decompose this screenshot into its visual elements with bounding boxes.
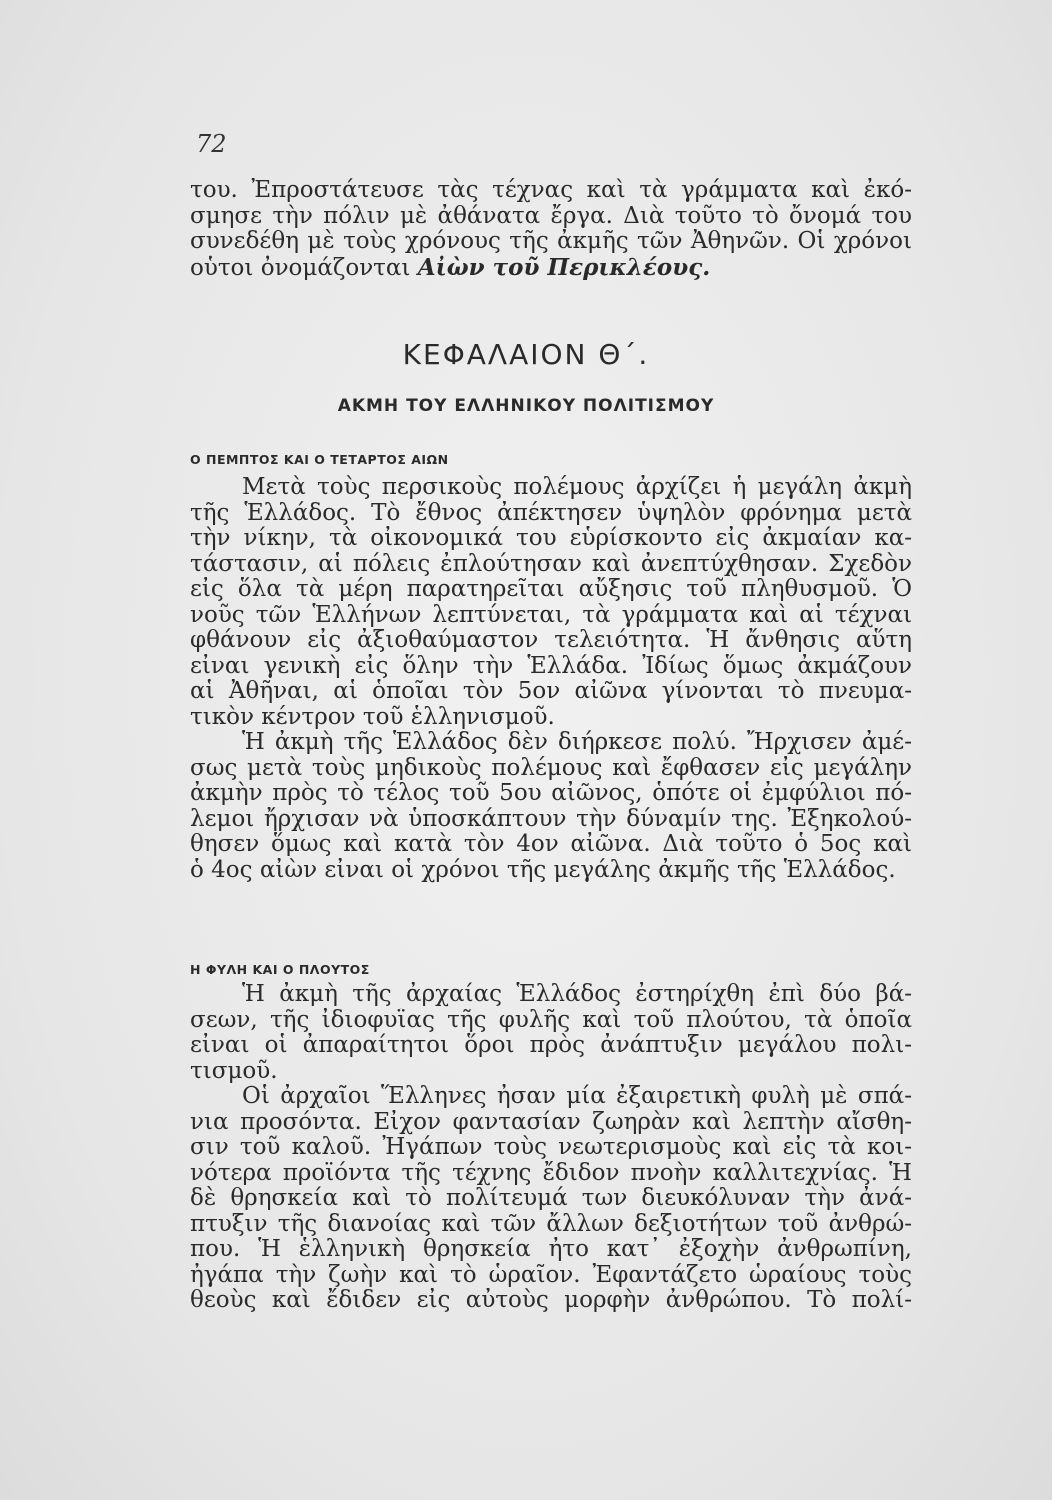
page-number: 72 [196, 130, 227, 158]
text-line: θησεν ὅμως καὶ κατὰ τὸν 4ον αἰῶνα. Διὰ τοῦτο ὁ 5ος καὶ [190, 832, 912, 857]
pericles-age-emphasis: Αἰὼν τοῦ Περικλέους. [417, 254, 711, 280]
text-line: Μετὰ τοὺς περσικοὺς πολέμους ἀρχίζει ἡ μεγάλη ἀκμὴ [242, 475, 912, 500]
intro-paragraph [190, 178, 912, 280]
text-line: τὴν νίκην, τὰ οἰκονομικά του εὑρίσκοντο εἰς ἀκμαίαν κα- [190, 526, 912, 551]
section-heading-fifth-fourth-century: Ο ΠΕΜΠΤΟΣ ΚΑΙ Ο ΤΕΤΑΡΤΟΣ ΑΙΩΝ [190, 452, 449, 467]
text-line: σεων, τῆς ἰδιοφυΐας τῆς φυλῆς καὶ τοῦ πλούτου, τὰ ὁποῖα [190, 1007, 912, 1033]
text-line: εἰς ὅλα τὰ μέρη παρατηρεῖται αὔξησις τοῦ πληθυσμοῦ. Ὁ [190, 577, 912, 602]
text-line: εἶναι οἱ ἀπαραίτητοι ὅροι πρὸς ἀνάπτυξιν μεγάλου πολι- [190, 1033, 912, 1058]
text-line: σως μετὰ τοὺς μηδικοὺς πολέμους καὶ ἔφθασεν εἰς μεγάλην [190, 755, 912, 781]
text-line: νια προσόντα. Εἶχον φαντασίαν ζωηρὰν καὶ λεπτὴν αἴσθη- [190, 1109, 912, 1135]
text-line [190, 255, 912, 281]
text-line: ἀκμὴν πρὸς τὸ τέλος τοῦ 5ου αἰῶνος, ὁπότε οἱ ἐμφύλιοι πό- [190, 781, 912, 806]
text-line: τισμοῦ. [190, 1058, 278, 1084]
text-line: τάστασιν, αἱ πόλεις ἐπλούτησαν καὶ ἀνεπτύχθησαν. Σχεδὸν [190, 551, 912, 577]
section-1-body [190, 475, 912, 883]
text-line: φθάνουν εἰς ἀξιοθαύμαστον τελειότητα. Ἡ ἄνθησις αὕτη [190, 628, 912, 653]
section-heading-race-and-wealth: Η ΦΥΛΗ ΚΑΙ Ο ΠΛΟΥΤΟΣ [190, 962, 370, 977]
text-line-start: οὗτοι ὀνομάζονται [190, 254, 411, 280]
text-line: λεμοι ἤρχισαν νὰ ὑποσκάπτουν τὴν δύναμίν της. Ἐξηκολού- [190, 806, 912, 832]
text-line: Οἱ ἀρχαῖοι Ἕλληνες ἦσαν μία ἐξαιρετικὴ φυλὴ μὲ σπά- [242, 1084, 912, 1109]
text-line: Ἡ ἀκμὴ τῆς Ἑλλάδος δὲν διήρκεσε πολύ. Ἤρχισεν ἀμέ- [242, 730, 912, 755]
text-line: του. Ἐπροστάτευσε τὰς τέχνας καὶ τὰ γράμματα καὶ ἐκό- [190, 178, 912, 203]
text-line: τῆς Ἑλλάδος. Τὸ ἔθνος ἀπέκτησεν ὑψηλὸν φρόνημα μετὰ [190, 500, 912, 526]
text-line: ὁ 4ος αἰὼν εἶναι οἱ χρόνοι τῆς μεγάλης ἀκμῆς τῆς Ἑλλάδος. [190, 857, 896, 883]
text-line: Ἡ ἀκμὴ τῆς ἀρχαίας Ἑλλάδος ἐστηρίχθη ἐπὶ δύο βά- [242, 982, 912, 1007]
text-line: πτυξιν τῆς διανοίας καὶ τῶν ἄλλων δεξιοτήτων τοῦ ἀνθρώ- [190, 1211, 912, 1237]
text-line: σμησε τὴν πόλιν μὲ ἀθάνατα ἔργα. Διὰ τοῦτο τὸ ὄνομά του [190, 203, 912, 229]
text-line: δὲ θρησκεία καὶ τὸ πολίτευμά των διευκόλυναν τὴν ἀνά- [190, 1186, 912, 1211]
text-line: θεοὺς καὶ ἔδιδεν εἰς αὐτοὺς μορφὴν ἀνθρώπου. Τὸ πολί- [190, 1288, 912, 1313]
text-line: σιν τοῦ καλοῦ. Ἠγάπων τοὺς νεωτερισμοὺς καὶ εἰς τὰ κοι- [190, 1135, 912, 1160]
text-line: ἠγάπα τὴν ζωὴν καὶ τὸ ὡραῖον. Ἐφαντάζετο ὡραίους τοὺς [190, 1262, 912, 1288]
chapter-subtitle: ΑΚΜΗ ΤΟΥ ΕΛΛΗΝΙΚΟΥ ΠΟΛΙΤΙΣΜΟΥ [337, 396, 715, 416]
text-line: εἶναι γενικὴ εἰς ὅλην τὴν Ἑλλάδα. Ἰδίως ὅμως ἀκμάζουν [190, 653, 912, 679]
text-line: συνεδέθη μὲ τοὺς χρόνους τῆς ἀκμῆς τῶν Ἀθηνῶν. Οἱ χρόνοι [190, 229, 912, 254]
chapter-title: ΚΕΦΑΛΑΙΟΝ Θ΄. [402, 338, 650, 371]
text-line: που. Ἡ ἑλληνικὴ θρησκεία ἦτο κατ᾽ ἐξοχὴν ἀνθρωπίνη, [190, 1237, 912, 1262]
section-2-body [190, 982, 912, 1314]
text-line: νότερα προϊόντα τῆς τέχνης ἔδιδον πνοὴν καλλιτεχνίας. Ἡ [190, 1160, 912, 1186]
text-line: νοῦς τῶν Ἑλλήνων λεπτύνεται, τὰ γράμματα καὶ αἱ τέχναι [190, 602, 912, 628]
text-line: τικὸν κέντρον τοῦ ἑλληνισμοῦ. [190, 704, 555, 730]
text-line: αἱ Ἀθῆναι, αἱ ὁποῖαι τὸν 5ον αἰῶνα γίνονται τὸ πνευμα- [190, 679, 912, 704]
